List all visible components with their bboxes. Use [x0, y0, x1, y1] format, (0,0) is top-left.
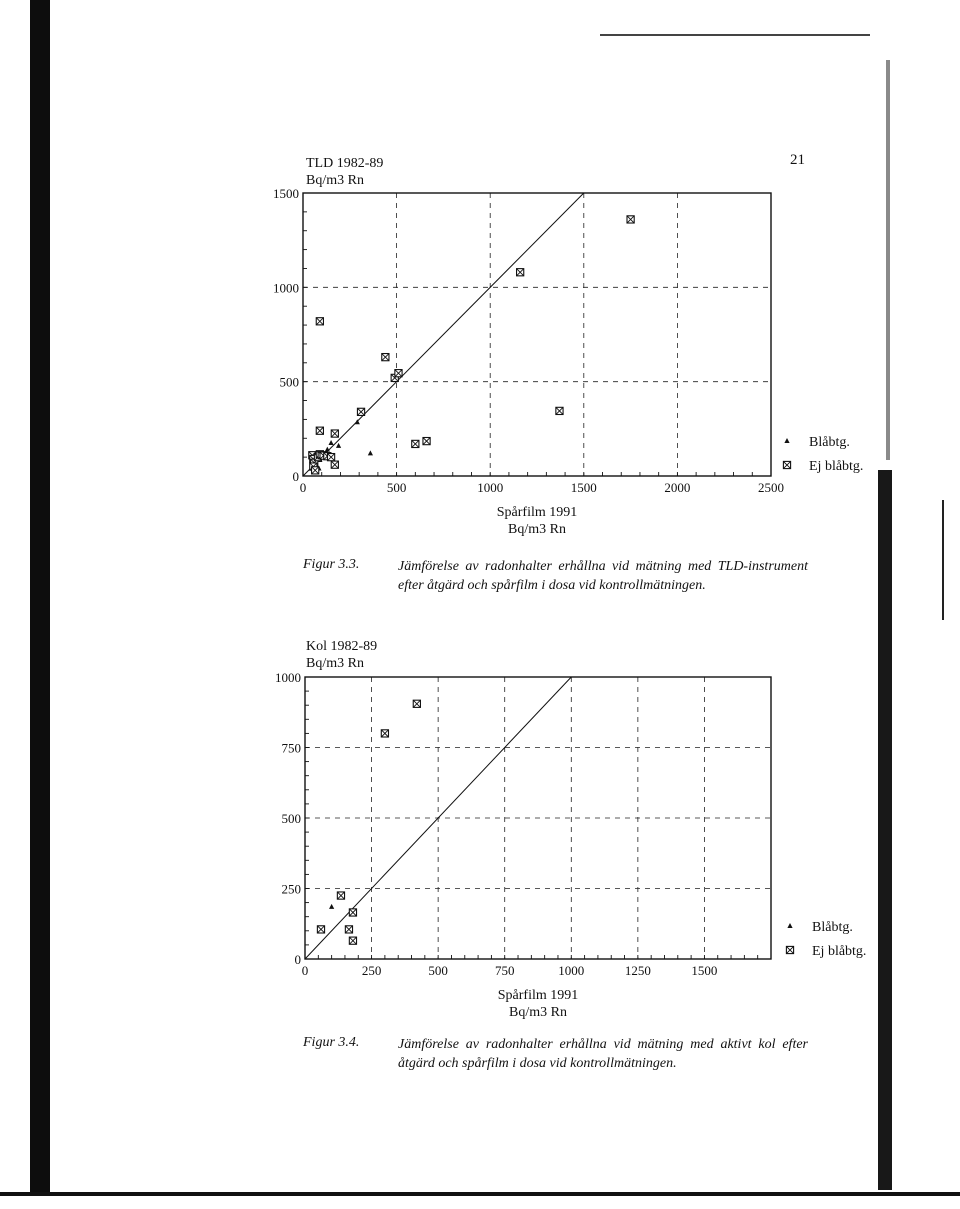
- figure-2-header-line2: Bq/m3 Rn: [306, 656, 364, 671]
- legend-marker-triangle: [787, 923, 792, 928]
- data-point-triangle: [329, 904, 334, 909]
- x-tick-label: 0: [301, 963, 309, 978]
- x-tick-label: 750: [494, 963, 515, 978]
- figure-2-caption-text: Jämförelse av radonhalter erhållna vid mätning med aktivt kol efter åtgärd och spårfilm i dosa vid kontrollmätningen.: [398, 1037, 808, 1071]
- y-tick-label: 1500: [273, 186, 299, 201]
- y-tick-label: 750: [281, 740, 301, 756]
- legend-marker-boxed-x: [786, 946, 793, 953]
- page-number: 21: [790, 152, 805, 168]
- x-tick-label: 1000: [477, 480, 504, 495]
- figure-1-caption-text: Jämförelse av radonhalter erhållna vid mätning med TLD-instrument efter åtgärd och spårfilm i dosa vid kontrollmätningen.: [398, 559, 808, 593]
- figure-2-header-line1: Kol 1982-89: [306, 639, 378, 654]
- legend-label-1-1: Ej blåbtg.: [812, 944, 867, 959]
- x-tick-label: 2500: [758, 480, 784, 495]
- y-tick-label: 500: [279, 374, 299, 390]
- x-tick-label: 1250: [624, 963, 651, 978]
- y-tick-label: 0: [292, 469, 299, 484]
- x-tick-label: 500: [428, 963, 448, 978]
- y-tick-label: 1000: [275, 670, 301, 685]
- y-tick-label: 0: [294, 952, 301, 967]
- y-tick-label: 250: [281, 881, 301, 897]
- x-tick-label: 1500: [691, 963, 718, 978]
- data-point-boxed-x: [413, 700, 420, 707]
- y-tick-label: 1000: [273, 280, 299, 296]
- data-point-boxed-x: [317, 926, 324, 933]
- x-axis-label-line1: Spårfilm 1991: [496, 505, 578, 520]
- x-tick-label: 250: [361, 963, 382, 978]
- data-point-boxed-x: [381, 730, 388, 737]
- x-tick-label: 1000: [558, 963, 585, 978]
- legend-label-1-0: Blåbtg.: [812, 920, 853, 935]
- data-point-boxed-x: [337, 892, 344, 899]
- figure-1-header-line1: TLD 1982-89: [306, 156, 384, 171]
- data-point-boxed-x: [349, 937, 356, 944]
- figure-1-header-line2: Bq/m3 Rn: [306, 173, 364, 188]
- x-axis-label-line2: Bq/m3 Rn: [509, 1005, 567, 1020]
- data-point-boxed-x: [345, 926, 352, 933]
- legend-label-0-0: Blåbtg.: [809, 435, 850, 450]
- x-axis-label-line2: Bq/m3 Rn: [508, 522, 566, 537]
- x-tick-label: 0: [299, 480, 307, 495]
- x-tick-label: 2000: [664, 480, 691, 495]
- y-tick-label: 500: [281, 811, 301, 826]
- x-axis-label-line1: Spårfilm 1991: [497, 988, 579, 1003]
- legend-label-0-1: Ej blåbtg.: [809, 459, 864, 474]
- figure-2-caption-label: Figur 3.4.: [303, 1035, 360, 1050]
- x-tick-label: 1500: [570, 480, 597, 495]
- x-tick-label: 500: [386, 480, 407, 495]
- figure-1-caption-label: Figur 3.3.: [303, 557, 360, 572]
- data-point-boxed-x: [349, 909, 356, 916]
